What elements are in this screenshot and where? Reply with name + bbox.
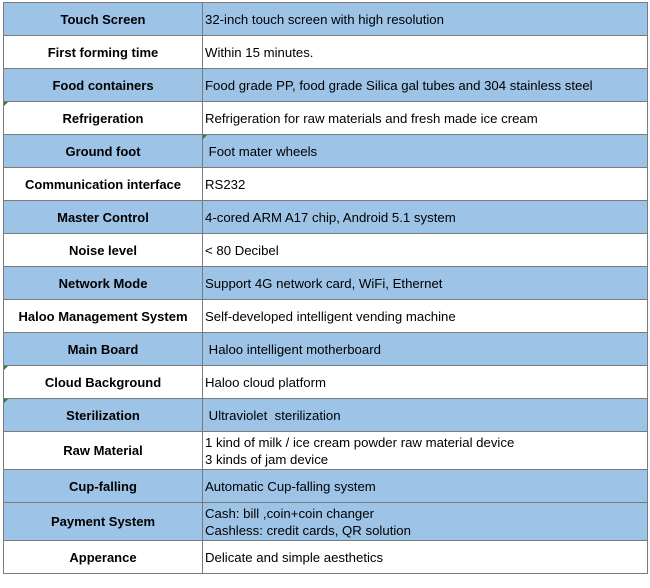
- spec-row: [4, 432, 648, 470]
- spec-label: Cloud Background: [4, 366, 203, 399]
- spec-value-line: Haloo intelligent motherboard: [205, 341, 381, 357]
- spec-label: Apperance: [4, 541, 203, 574]
- spec-label: Food containers: [4, 69, 203, 102]
- spec-value: [203, 3, 648, 36]
- spec-label: Haloo Management System: [4, 300, 203, 333]
- spec-label: Payment System: [4, 503, 203, 541]
- spec-label: Refrigeration: [4, 102, 203, 135]
- spec-value: [203, 267, 648, 300]
- spec-table-body: [4, 3, 648, 574]
- spec-value: [203, 69, 648, 102]
- spec-row: [4, 300, 648, 333]
- spec-row: [4, 503, 648, 541]
- spec-value-line: < 80 Decibel: [205, 242, 279, 258]
- spec-value-line: Food grade PP, food grade Silica gal tubes and 304 stainless steel: [205, 77, 593, 93]
- spec-label: Ground foot: [4, 135, 203, 168]
- spec-value-line: 1 kind of milk / ice cream powder raw material device: [205, 435, 515, 450]
- spec-value-line: Automatic Cup-falling system: [205, 478, 376, 494]
- spec-value: [203, 399, 648, 432]
- spec-row: [4, 135, 648, 168]
- spec-value-line: 4-cored ARM A17 chip, Android 5.1 system: [205, 209, 456, 225]
- spec-value-line: RS232: [205, 176, 246, 192]
- spec-label: Touch Screen: [4, 3, 203, 36]
- spec-value-line: Ultraviolet sterilization: [205, 407, 341, 423]
- spec-value-line: Self-developed intelligent vending machine: [205, 308, 456, 324]
- spec-value: [203, 201, 648, 234]
- spec-value-line: Foot mater wheels: [205, 143, 318, 159]
- cell-comment-marker: [4, 102, 8, 106]
- spec-value-line: 3 kinds of jam device: [205, 452, 329, 467]
- spec-value: [203, 333, 648, 366]
- spec-value-line: Support 4G network card, WiFi, Ethernet: [205, 275, 443, 291]
- spec-label: Communication interface: [4, 168, 203, 201]
- spec-value: [203, 102, 648, 135]
- spec-label: Raw Material: [4, 432, 203, 470]
- spec-row: [4, 470, 648, 503]
- spec-label: Cup-falling: [4, 470, 203, 503]
- spec-row: [4, 333, 648, 366]
- spec-value-line: Cash: bill ,coin+coin changer: [205, 506, 374, 521]
- spec-label: Network Mode: [4, 267, 203, 300]
- spec-value: [203, 432, 648, 470]
- spec-value-line: 32-inch touch screen with high resolution: [205, 11, 444, 27]
- spec-row: [4, 399, 648, 432]
- spec-label: Master Control: [4, 201, 203, 234]
- spec-row: [4, 69, 648, 102]
- spec-row: [4, 168, 648, 201]
- spec-value-line: Delicate and simple aesthetics: [205, 549, 384, 565]
- spec-table: [3, 2, 648, 574]
- spec-value: [203, 36, 648, 69]
- spec-row: [4, 36, 648, 69]
- spec-row: [4, 366, 648, 399]
- spec-value: [203, 503, 648, 541]
- cell-comment-marker: [4, 366, 8, 370]
- spec-row: [4, 102, 648, 135]
- spec-value-line: Within 15 minutes.: [205, 44, 314, 60]
- cell-comment-marker: [4, 399, 8, 403]
- spec-value: [203, 300, 648, 333]
- spec-row: [4, 267, 648, 300]
- spec-value: [203, 541, 648, 574]
- spec-value-line: Cashless: credit cards, QR solution: [205, 523, 411, 538]
- spec-value: [203, 470, 648, 503]
- spec-value-line: Haloo cloud platform: [205, 374, 326, 390]
- spec-value-line: Refrigeration for raw materials and fresh made ice cream: [205, 110, 538, 126]
- cell-comment-marker: [203, 135, 207, 139]
- spec-label: Main Board: [4, 333, 203, 366]
- spec-value: [203, 135, 648, 168]
- spec-label: First forming time: [4, 36, 203, 69]
- spec-row: [4, 541, 648, 574]
- spec-value: [203, 168, 648, 201]
- spec-label: Noise level: [4, 234, 203, 267]
- spec-value: [203, 366, 648, 399]
- spec-value: [203, 234, 648, 267]
- spec-row: [4, 234, 648, 267]
- spec-row: [4, 201, 648, 234]
- spec-label: Sterilization: [4, 399, 203, 432]
- spec-row: [4, 3, 648, 36]
